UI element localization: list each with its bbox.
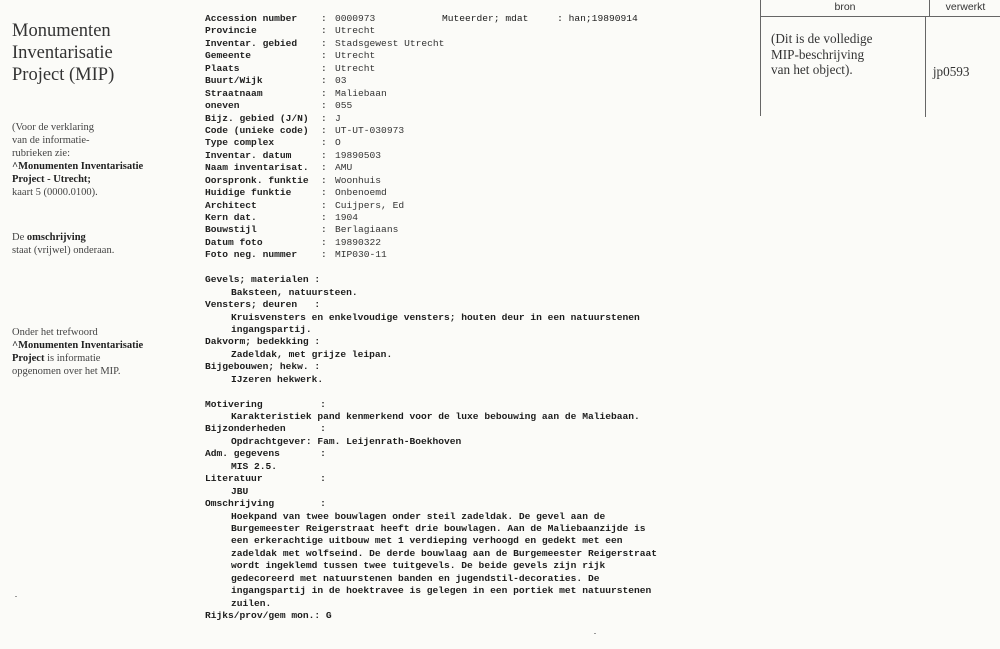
note-line: Onder het trefwoord (12, 327, 98, 338)
field-value: UT-UT-030973 (335, 124, 405, 136)
field-separator: : (321, 124, 327, 136)
field-value: Utrecht (335, 62, 376, 74)
record-field (205, 237, 750, 249)
note-text: is informatie (44, 353, 101, 364)
field-label: Bijz. gebied (J/N) (205, 112, 309, 124)
record-field (205, 162, 750, 174)
bron-text-line: van het object). (771, 62, 853, 77)
field-value: O (335, 137, 341, 149)
section-heading: Bijgebouwen; hekw. : (205, 361, 321, 373)
field-value: MIP030-11 (335, 249, 387, 261)
section-text-line: een erkerachtige uitbouw met 1 verdieping verhoogd en gedekt met een (231, 535, 623, 547)
field-separator: : (321, 100, 327, 112)
section-heading: Omschrijving : (205, 498, 326, 510)
field-separator: : (321, 236, 327, 248)
note-bold-line: Project - Utrecht; (12, 174, 91, 185)
field-separator: : (321, 37, 327, 49)
section-heading: Bijzonderheden : (205, 423, 326, 435)
field-label: Kern dat. (205, 212, 257, 223)
section-text-line: zadeldak met wolfseind. De derde bouwlaag aan de Burgemeester Reigerstraat (231, 547, 658, 559)
section-heading: Motivering : (205, 398, 326, 410)
section-text-line: Baksteen, natuursteen. (231, 286, 358, 298)
note-bold-line: ^Monumenten Inventarisatie (12, 161, 144, 172)
field-value: 03 (335, 75, 347, 87)
section-text-line: Zadeldak, met grijze leipan. (231, 348, 393, 360)
field-value: 1904 (335, 212, 359, 223)
section-text-line: wordt ingeklemd tussen twee tuitgevels. De beide gevels zijn rijk (231, 560, 606, 572)
section-heading: Adm. gegevens : (205, 448, 326, 460)
field-value: Woonhuis (335, 174, 382, 186)
bron-table (760, 0, 1000, 116)
field-value: Cuijpers, Ed (335, 199, 405, 211)
note-line: staat (vrijwel) onderaan. (12, 245, 115, 256)
field-label: Bouwstijl (205, 224, 257, 236)
field-label: Buurt/Wijk (205, 75, 263, 87)
field-label: Straatnaam (205, 87, 263, 99)
field-label: oneven (205, 100, 240, 112)
field-label: Plaats (205, 62, 240, 74)
field-value: 19890322 (335, 236, 382, 248)
field-label: Accession number (205, 13, 298, 24)
bron-text (761, 17, 926, 117)
record-field (205, 175, 750, 187)
section-text-line: Opdrachtgever: Fam. Leijenrath-Boekhoven (231, 435, 462, 447)
field-separator: : (321, 75, 327, 87)
bron-text-line: (Dit is de volledige (771, 31, 873, 46)
spacer (205, 262, 750, 274)
field-separator: : (321, 249, 327, 261)
field-label: Code (unieke code) (205, 124, 309, 136)
field-value: Berlagiaans (335, 224, 399, 236)
record-field (205, 88, 750, 100)
section-text-line: ingangspartij. (231, 323, 312, 335)
section-heading: Gevels; materialen : (205, 274, 321, 286)
record-field (205, 63, 750, 75)
field-label: Oorspronk. funktie (205, 174, 309, 186)
field-value: 055 (335, 100, 353, 112)
rijks-prov-gem-field: Rijks/prov/gem mon.: G (205, 610, 332, 621)
field-separator: : (321, 199, 327, 211)
field-separator: : (321, 25, 327, 37)
record-field (205, 200, 750, 212)
record-field (205, 150, 750, 162)
record-field (205, 125, 750, 137)
field-separator: : (321, 162, 327, 174)
field-label: Naam inventarisat. (205, 162, 309, 174)
field-value: J (335, 112, 341, 124)
explanation-note (12, 121, 187, 199)
header-verwerkt: verwerkt (945, 1, 986, 13)
field-label: Datum foto (205, 236, 263, 248)
mip-record (205, 13, 750, 622)
field-separator: : (321, 137, 327, 149)
field-label: Inventar. gebied (205, 37, 298, 49)
section-text-line: ingangspartij in de hoektravee is gelegen in een portiek met natuurstenen (231, 585, 652, 597)
field-separator: : (321, 149, 327, 161)
verwerkt-code: jp0593 (932, 64, 970, 79)
record-fields (205, 13, 750, 262)
field-label: Provincie (205, 25, 257, 37)
field-separator: : (321, 224, 327, 236)
spacer (205, 386, 750, 398)
record-field (205, 38, 750, 50)
section-heading: Dakvorm; bedekking : (205, 336, 321, 348)
section-text-line: IJzeren hekwerk. (231, 373, 324, 385)
sidebar (12, 20, 187, 377)
record-field (205, 25, 750, 37)
record-field (205, 113, 750, 125)
record-field (205, 224, 750, 236)
field-label: Gemeente (205, 50, 252, 62)
note-bold: Project (12, 353, 45, 364)
field-separator: : (321, 87, 327, 99)
record-field (205, 212, 750, 224)
bron-text-line: MIP-beschrijving (771, 46, 865, 62)
record-field (205, 75, 750, 87)
record-field (205, 137, 750, 149)
bron-table-header (761, 0, 1000, 17)
field-value: AMU (335, 162, 353, 174)
section-text-line: zuilen. (231, 597, 272, 609)
record-field (205, 249, 750, 261)
note-line: opgenomen over het MIP. (12, 366, 121, 377)
section-text-line: gedecoreerd met natuurstenen banden en jugendstil-decoraties. De (231, 572, 600, 584)
field-value: Utrecht (335, 25, 376, 37)
muteerder-field: Muteerder; mdat : han;19890914 (442, 13, 638, 24)
field-value: 0000973 (335, 13, 376, 24)
record-field (205, 187, 750, 199)
mip-title-line: Monumenten (12, 21, 111, 41)
bron-table-body (761, 17, 1000, 117)
scan-speck (594, 633, 596, 634)
section-text-line: Kruisvensters en enkelvoudige vensters; houten deur in een natuurstenen (231, 311, 640, 323)
trefwoord-note (12, 326, 187, 378)
section-text-line: MIS 2.5. (231, 460, 278, 472)
record-sections-description (205, 399, 750, 610)
note-line: van de informatie- (12, 135, 90, 146)
field-label: Architect (205, 199, 257, 211)
note-bold: omschrijving (26, 232, 86, 243)
field-separator: : (321, 13, 327, 24)
scan-speck (15, 596, 17, 597)
section-text-line: Burgemeester Reigerstraat heeft drie bouwlagen. Aan de Maliebaanzijde is (231, 522, 646, 534)
field-value: 19890503 (335, 149, 382, 161)
note-line: rubrieken zie: (12, 148, 71, 159)
field-separator: : (321, 212, 327, 223)
field-value: Utrecht (335, 50, 376, 62)
mip-title (12, 20, 187, 86)
mip-title-line: Inventarisatie (12, 43, 113, 63)
header-bron: bron (761, 0, 930, 16)
field-value: Stadsgewest Utrecht (335, 37, 445, 49)
field-separator: : (321, 112, 327, 124)
field-separator: : (321, 62, 327, 74)
field-label: Inventar. datum (205, 149, 292, 161)
field-value: Maliebaan (335, 87, 387, 99)
section-text-line: Hoekpand van twee bouwlagen onder steil zadeldak. De gevel aan de (231, 510, 606, 522)
section-heading: Literatuur : (205, 473, 326, 485)
field-value: Onbenoemd (335, 187, 387, 199)
section-heading: Vensters; deuren : (205, 299, 321, 311)
note-line: (Voor de verklaring (12, 122, 95, 133)
omschrijving-note (12, 231, 187, 257)
record-sections-building (205, 274, 750, 386)
mip-title-line: Project (MIP) (12, 65, 115, 85)
note-text: De (12, 232, 27, 243)
record-field (205, 100, 750, 112)
field-label: Type complex (205, 137, 275, 149)
field-separator: : (321, 174, 327, 186)
note-bold-line: ^Monumenten Inventarisatie (12, 340, 144, 351)
field-label: Huidige funktie (205, 187, 292, 199)
field-separator: : (321, 187, 327, 199)
section-text-line: JBU (231, 485, 249, 497)
section-text-line: Karakteristiek pand kenmerkend voor de luxe bebouwing aan de Maliebaan. (231, 411, 640, 422)
field-label: Foto neg. nummer (205, 249, 298, 261)
field-separator: : (321, 50, 327, 62)
record-field (205, 50, 750, 62)
note-line: kaart 5 (0000.0100). (12, 187, 98, 198)
